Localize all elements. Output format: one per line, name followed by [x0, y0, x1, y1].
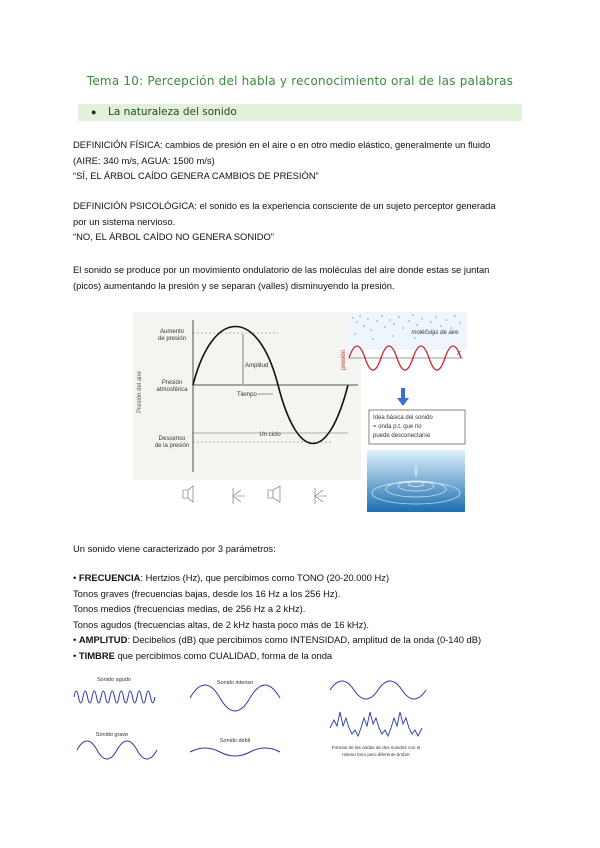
label-intenso: Sonido intenso	[216, 680, 254, 686]
label-tiempo: Tiempo	[237, 392, 257, 398]
def-psico-line3: “NO, EL ÁRBOL CAÍDO NO GENERA SONIDO”	[73, 231, 274, 242]
tonos-agudos: Tonos agudos (frecuencias altas, de 2 kHz hasta poco más de 16 kHz).	[73, 618, 369, 630]
label-descenso-2: de la presión	[154, 443, 190, 449]
label-moleculas: moléculas de aire	[411, 330, 459, 336]
tonos-graves: Tonos graves (frecuencias bajas, desde los 16 Hz a los 256 Hz).	[73, 587, 341, 599]
sound-wave-figure	[133, 312, 467, 512]
definition-physical	[73, 137, 533, 184]
wave-agudo	[74, 691, 155, 703]
bullet-icon: ●	[91, 107, 97, 117]
speaker-icons	[183, 486, 327, 504]
sonido-line1: El sonido se produce por un movimiento ondulatorio de las moléculas del aire donde estas se juntan	[73, 264, 490, 275]
wave-examples-figure	[72, 672, 442, 762]
def-fisica-line2: (AIRE: 340 m/s, AGUA: 1500 m/s)	[73, 154, 215, 166]
timbre-caption-2: mismo tono pero diferente timbre	[342, 752, 410, 757]
amplitud-line: • AMPLITUD: Decibelios (dB) que percibimos como INTENSIDAD, amplitud de la onda (0-140 dB)	[73, 634, 482, 645]
def-psico-line1: DEFINICIÓN PSICOLÓGICA: el sonido es la experiencia consciente de un sujeto perceptor generada	[73, 200, 496, 211]
wave-grave	[77, 741, 157, 759]
label-presion: Presión	[161, 380, 183, 386]
section-header	[78, 104, 522, 121]
page-title: Tema 10: Percepción del habla y reconocimiento oral de las palabras	[86, 74, 514, 88]
label-ciclo: Un ciclo	[259, 432, 281, 438]
label-presion-red: presión	[341, 350, 347, 370]
label-x: x	[457, 350, 461, 357]
sonido-line2: (picos) aumentando la presión y se separan (valles) disminuyendo la presión.	[73, 279, 395, 291]
label-agudo: Sonido agudo	[97, 677, 131, 683]
wave-timbre-2	[330, 712, 422, 736]
caption-line3: puede desconectarse	[373, 433, 431, 439]
caption-line1: Idea básica del sonido	[373, 415, 433, 421]
label-debil: Sonido débil	[219, 738, 251, 744]
wave-debil	[190, 748, 280, 756]
caption-line2: = onda p.t. que no	[373, 424, 422, 430]
def-fisica-line3: “SÍ, EL ÁRBOL CAÍDO GENERA CAMBIOS DE PRESIÓN”	[73, 170, 319, 181]
timbre-line: • TIMBRE que percibimos como CUALIDAD, forma de la onda	[73, 649, 333, 661]
frecuencia-line: • FRECUENCIA: Hertzios (Hz), que percibimos como TONO (20-20.000 Hz)	[73, 572, 390, 583]
timbre-term: TIMBRE	[78, 649, 115, 661]
parameters-intro: Un sonido viene caracterizado por 3 parámetros:	[73, 543, 276, 554]
wave-intenso	[190, 685, 280, 711]
section-title: La naturaleza del sonido	[108, 106, 237, 118]
definition-psychological	[73, 198, 533, 245]
label-aumento: Aumento	[159, 329, 185, 335]
def-psico-line2: por un sistema nervioso.	[73, 215, 176, 227]
label-aumento-2: de presión	[157, 336, 187, 342]
label-descenso: Descenso	[158, 436, 186, 442]
sound-wave-diagram	[133, 312, 467, 512]
y-axis-label: Presión del aire	[137, 371, 143, 413]
parameters-list	[73, 570, 533, 663]
label-grave: Sonido grave	[95, 732, 129, 738]
wave-examples-diagram	[72, 672, 442, 762]
amplitud-term: AMPLITUD	[78, 634, 128, 645]
sound-production-text	[73, 262, 533, 293]
label-amplitud: Amplitud	[245, 363, 269, 369]
tonos-medios: Tonos medios (frecuencias medias, de 256 Hz a 2 kHz).	[73, 603, 306, 614]
frecuencia-term: FRECUENCIA	[78, 572, 141, 583]
timbre-caption-1: Formas de las ondas de dos sonidos con el	[331, 745, 421, 750]
label-atmosferica: atmosférica	[156, 387, 188, 393]
def-fisica-line1: DEFINICIÓN FÍSICA: cambios de presión en el aire o en otro medio elástico, generalmente un fluido	[73, 139, 491, 150]
wave-timbre-1	[330, 681, 426, 699]
